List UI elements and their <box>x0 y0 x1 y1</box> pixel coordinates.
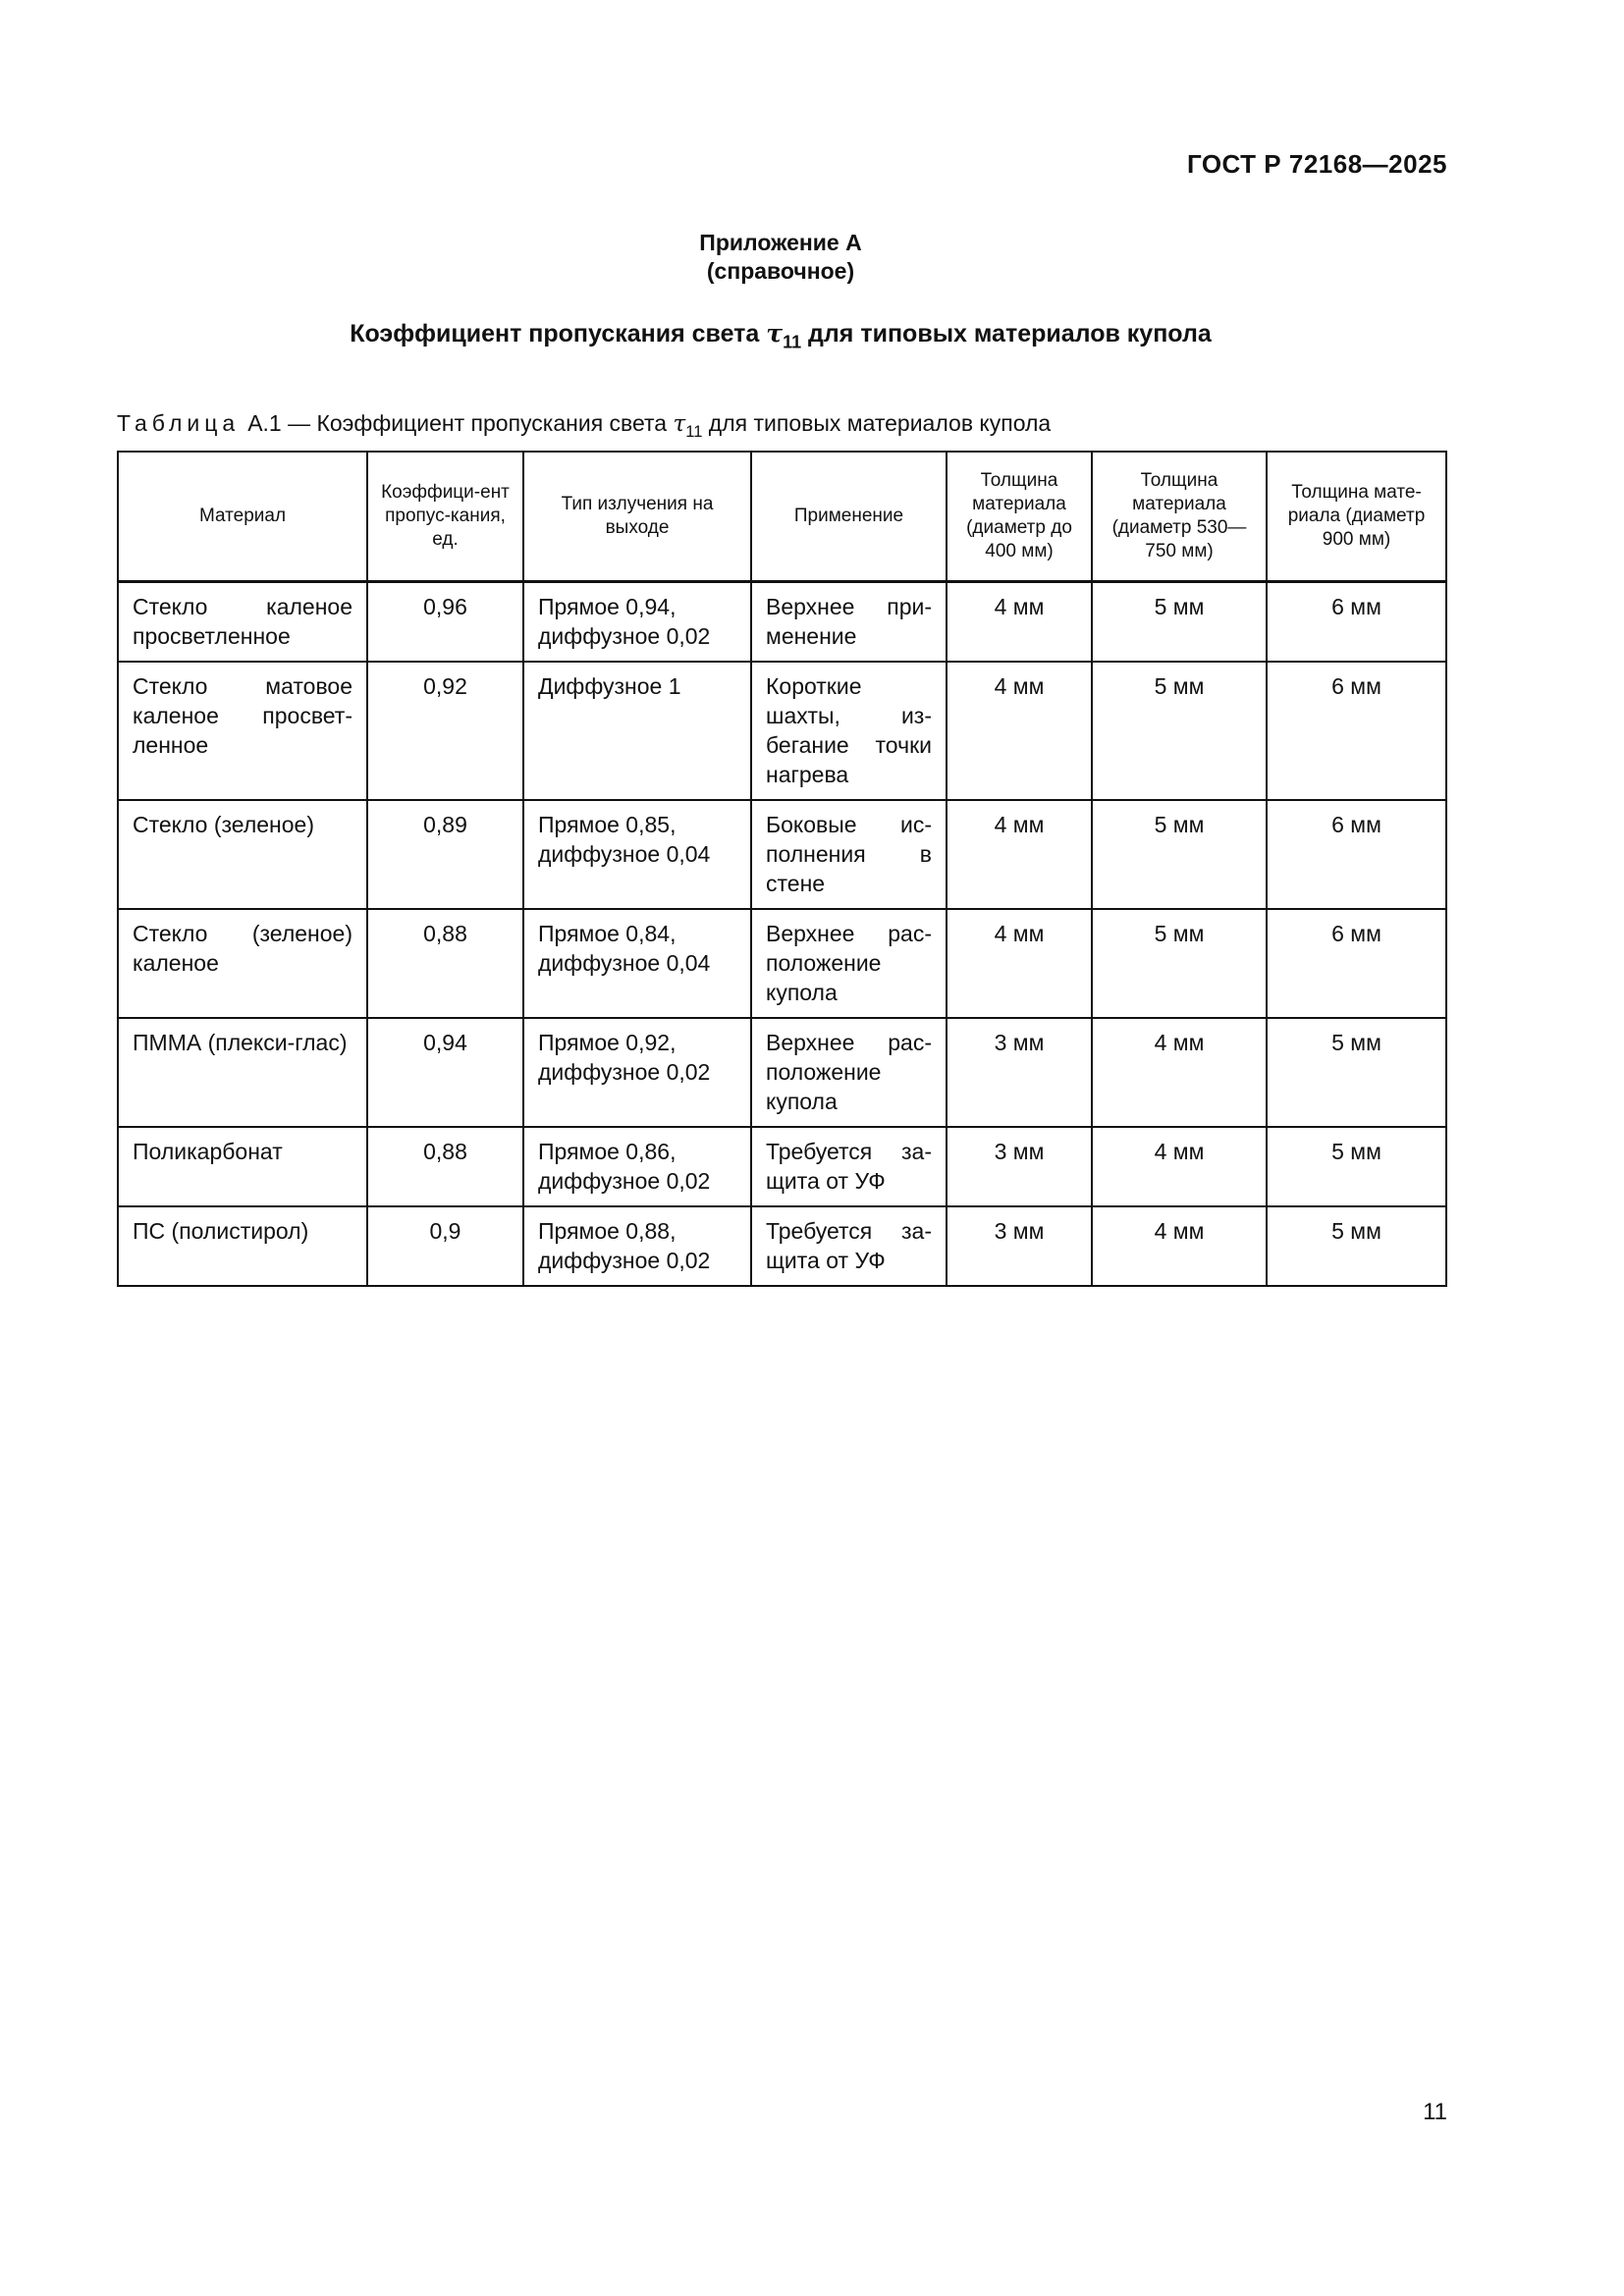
table-header-row <box>118 452 1446 582</box>
section-title-after: для типовых материалов купола <box>801 320 1212 347</box>
cell-radiation: Прямое 0,92, диффузное 0,02 <box>523 1018 751 1127</box>
cell-coefficient: 0,89 <box>367 800 523 909</box>
cell-thickness-750: 4 мм <box>1092 1127 1267 1206</box>
cell-thickness-400: 3 мм <box>947 1206 1092 1286</box>
caption-tau-subscript: 11 <box>685 421 703 441</box>
caption-tau-symbol: τ <box>673 411 686 437</box>
cell-thickness-750: 5 мм <box>1092 582 1267 663</box>
cell-thickness-900: 6 мм <box>1267 582 1446 663</box>
cell-thickness-750: 5 мм <box>1092 909 1267 1018</box>
appendix-heading <box>0 229 1561 286</box>
cell-application: Требуется за-щита от УФ <box>751 1206 947 1286</box>
cell-radiation: Прямое 0,85, диффузное 0,04 <box>523 800 751 909</box>
cell-thickness-900: 5 мм <box>1267 1018 1446 1127</box>
cell-thickness-900: 6 мм <box>1267 800 1446 909</box>
materials-table <box>117 451 1447 1287</box>
cell-material: Стекло матовое каленое просвет-ленное <box>118 662 367 800</box>
caption-label: Таблица <box>117 410 241 436</box>
cell-coefficient: 0,92 <box>367 662 523 800</box>
cell-coefficient: 0,94 <box>367 1018 523 1127</box>
header-coefficient: Коэффици-ент пропус-кания, ед. <box>367 452 523 582</box>
cell-thickness-750: 5 мм <box>1092 662 1267 800</box>
cell-thickness-400: 4 мм <box>947 909 1092 1018</box>
cell-material: Стекло каленое просветленное <box>118 582 367 663</box>
cell-radiation: Прямое 0,94, диффузное 0,02 <box>523 582 751 663</box>
cell-application: Верхнее при-менение <box>751 582 947 663</box>
appendix-title: Приложение А <box>699 230 862 255</box>
cell-material: Стекло (зеленое) каленое <box>118 909 367 1018</box>
section-title <box>0 319 1561 352</box>
appendix-type: (справочное) <box>706 258 855 284</box>
table-row <box>118 800 1446 909</box>
cell-thickness-750: 4 мм <box>1092 1206 1267 1286</box>
cell-thickness-400: 3 мм <box>947 1018 1092 1127</box>
caption-text-after: для типовых материалов купола <box>702 410 1052 436</box>
cell-thickness-900: 6 мм <box>1267 662 1446 800</box>
table-row <box>118 662 1446 800</box>
header-application: Применение <box>751 452 947 582</box>
cell-thickness-400: 3 мм <box>947 1127 1092 1206</box>
header-radiation-type: Тип излучения на выходе <box>523 452 751 582</box>
cell-thickness-900: 5 мм <box>1267 1206 1446 1286</box>
table-row <box>118 1018 1446 1127</box>
header-thickness-900: Толщина мате-риала (диаметр 900 мм) <box>1267 452 1446 582</box>
cell-coefficient: 0,9 <box>367 1206 523 1286</box>
cell-thickness-400: 4 мм <box>947 582 1092 663</box>
standard-code: ГОСТ Р 72168—2025 <box>1186 149 1447 179</box>
section-title-before: Коэффициент пропускания света <box>350 320 767 347</box>
cell-thickness-400: 4 мм <box>947 800 1092 909</box>
header-material: Материал <box>118 452 367 582</box>
table-row <box>118 582 1446 663</box>
cell-material: Поликарбонат <box>118 1127 367 1206</box>
cell-thickness-750: 5 мм <box>1092 800 1267 909</box>
cell-thickness-900: 5 мм <box>1267 1127 1446 1206</box>
cell-thickness-900: 6 мм <box>1267 909 1446 1018</box>
header-thickness-750: Толщина материала (диаметр 530—750 мм) <box>1092 452 1267 582</box>
table-row <box>118 1127 1446 1206</box>
cell-radiation: Прямое 0,84, диффузное 0,04 <box>523 909 751 1018</box>
tau-subscript: 11 <box>783 332 802 352</box>
table-row <box>118 1206 1446 1286</box>
cell-material: Стекло (зеленое) <box>118 800 367 909</box>
header-thickness-400: Толщина материала (диаметр до 400 мм) <box>947 452 1092 582</box>
table-row <box>118 909 1446 1018</box>
tau-symbol: τ <box>766 319 784 347</box>
table-caption <box>117 410 1051 442</box>
cell-radiation: Прямое 0,88, диффузное 0,02 <box>523 1206 751 1286</box>
cell-thickness-400: 4 мм <box>947 662 1092 800</box>
cell-application: Требуется за-щита от УФ <box>751 1127 947 1206</box>
cell-application: Верхнее рас-положение купола <box>751 909 947 1018</box>
caption-number: А.1 — Коэффициент пропускания света <box>247 410 674 436</box>
cell-radiation: Диффузное 1 <box>523 662 751 800</box>
cell-material: ПММА (плекси-глас) <box>118 1018 367 1127</box>
cell-application: Боковые ис-полнения в стене <box>751 800 947 909</box>
cell-thickness-750: 4 мм <box>1092 1018 1267 1127</box>
cell-radiation: Прямое 0,86, диффузное 0,02 <box>523 1127 751 1206</box>
cell-material: ПС (полистирол) <box>118 1206 367 1286</box>
cell-coefficient: 0,88 <box>367 1127 523 1206</box>
cell-application: Короткие шахты, из-бегание точки нагрева <box>751 662 947 800</box>
cell-application: Верхнее рас-положение купола <box>751 1018 947 1127</box>
cell-coefficient: 0,96 <box>367 582 523 663</box>
page-number: 11 <box>1423 2099 1447 2125</box>
cell-coefficient: 0,88 <box>367 909 523 1018</box>
